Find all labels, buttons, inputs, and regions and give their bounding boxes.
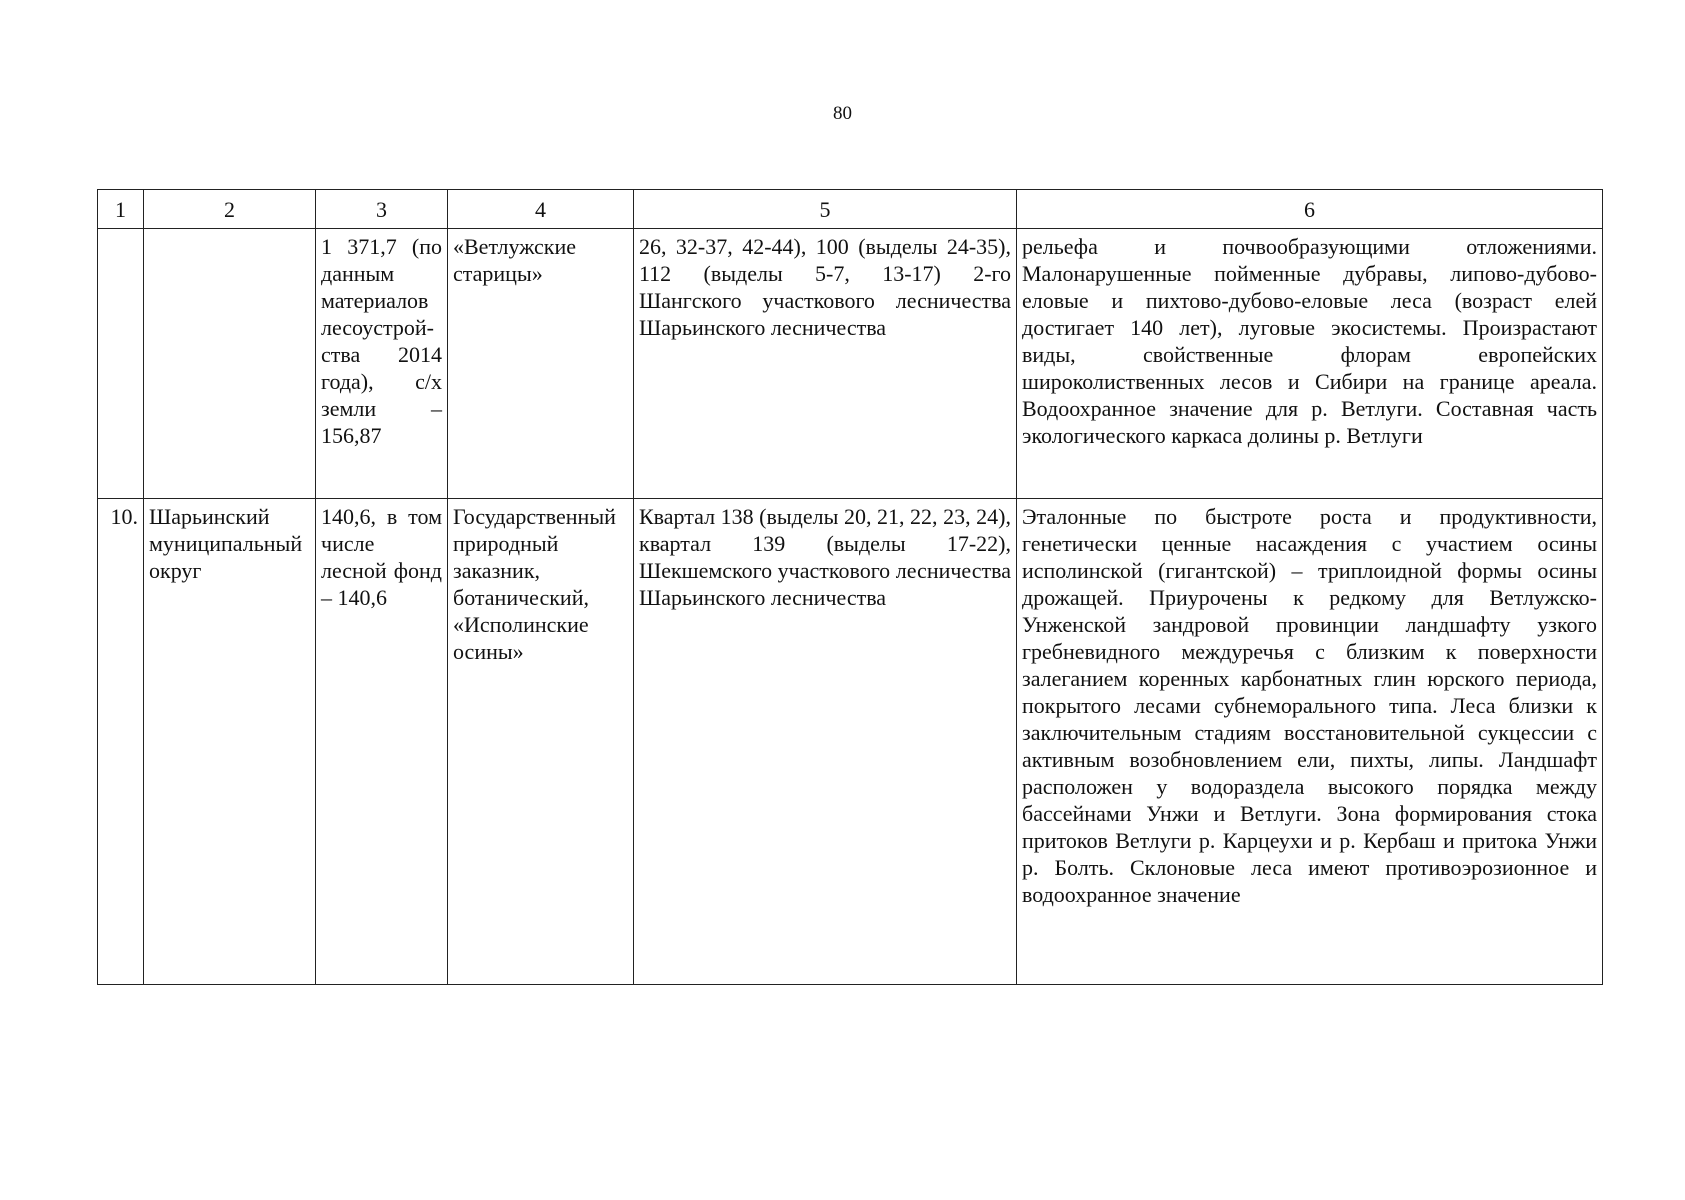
location-cell: Квартал 138 (выделы 20, 21, 22, 23, 24), квартал 139 (выделы 17-22), Шекшемского участкового лесничества Шарьинского лесничества [634,499,1017,985]
district-cell: Шарьинский муниципальный округ [144,499,316,985]
header-col-1: 1 [98,190,144,229]
header-col-5: 5 [634,190,1017,229]
header-col-3: 3 [316,190,448,229]
area-cell: 1 371,7 (по данным материалов лесоустрой-ства 2014 года), с/х земли – 156,87 [316,229,448,499]
district-cell [144,229,316,499]
description-cell: Эталонные по быстроте роста и продуктивности, генетически ценные насаждения с участием осины исполинской (гигантской) – триплоидной формы осины дрожащей. Приурочены к редкому для Ветлужско-Унженской зандровой провинции ландшафту узкого гребневидного междуречья с близким к поверхности залеганием коренных карбонатных глин юрского периода, покрытого лесами субнеморального типа. Леса близки к заключительным стадиям восстановительной сукцессии с активным возобновлением ели, пихты, липы. Ландшафт расположен у водораздела высокого порядка между бассейнами Унжи и Ветлуги. Зона формирования стока притоков Ветлуги р. Карцеухи и р. Кербаш и притока Унжи р. Болть. Склоновые леса имеют противоэрозионное и водоохранное значение [1017,499,1603,985]
name-cell: «Ветлужские старицы» [448,229,634,499]
location-cell: 26, 32-37, 42-44), 100 (выделы 24-35), 112 (выделы 5-7, 13-17) 2-го Шангского участкового лесничества Шарьинского лесничества [634,229,1017,499]
table-header [98,190,1603,229]
table-row [98,229,1603,499]
header-row [98,190,1603,229]
page-number: 80 [833,103,852,124]
name-cell: Государственный природный заказник, ботанический, «Исполинские осины» [448,499,634,985]
data-table [97,189,1603,985]
header-col-4: 4 [448,190,634,229]
header-col-6: 6 [1017,190,1603,229]
row-number [98,229,144,499]
area-cell: 140,6, в том числе лесной фонд – 140,6 [316,499,448,985]
table-row [98,499,1603,985]
row-number: 10. [98,499,144,985]
description-cell: рельефа и почвообразующими отложениями. Малонарушенные пойменные дубравы, липово-дубово-еловые и пихтово-дубово-еловые леса (возраст елей достигает 140 лет), луговые экосистемы. Произрастают виды, свойственные флорам европейских широколиственных лесов и Сибири на границе ареала. Водоохранное значение для р. Ветлуги. Составная часть экологического каркаса долины р. Ветлуги [1017,229,1603,499]
header-col-2: 2 [144,190,316,229]
